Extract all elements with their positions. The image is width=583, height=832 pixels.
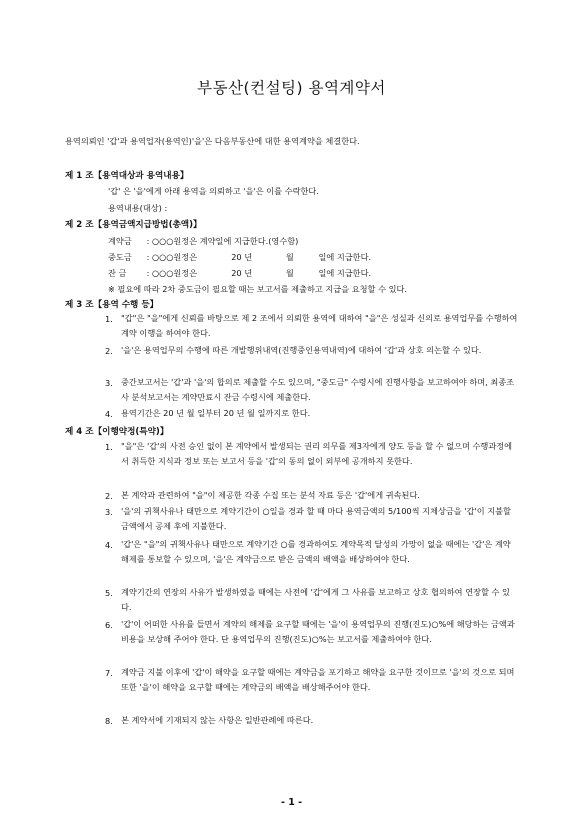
payment-row-balance — [108, 268, 371, 279]
article-4-heading: 제 4 조【이행약정(특약)】 — [65, 427, 169, 437]
list-item-text: '갑'은 "을"의 귀책사유나 태만으로 계약기간 ○를 경과하여도 계약목적 달성의 가망이 없을 때에는 '갑'은 계약 해제를 통보할 수 있으며, '을'은 계약금으로 받은 금액의 배액을 배상하여야 한다. — [121, 539, 511, 565]
list-item-number: 4. — [105, 540, 113, 550]
payment-year: 20 년 — [231, 268, 253, 278]
intro-paragraph: 용역의뢰인 '갑'과 용역업자(용역인)'을'은 다음부동산에 대한 용역계약을 체결한다. — [65, 136, 360, 146]
payment-month: 월 — [285, 268, 294, 278]
payment-label: 계약금 — [108, 236, 132, 246]
list-item-text: '을'은 용역업무의 수행에 따른 개발행위내역(진행중인용역내역)에 대하여 '갑'과 상호 의논할 수 있다. — [121, 345, 482, 355]
payment-month: 월 — [285, 252, 294, 262]
payment-year: 20 년 — [231, 252, 253, 262]
list-item-number: 5. — [105, 588, 113, 598]
list-item-number: 1. — [105, 442, 113, 452]
list-item-number: 8. — [105, 716, 113, 726]
article-1-heading: 제 1 조【용역대상과 용역내용】 — [65, 171, 189, 181]
list-item-text: 계약기간의 연장의 사유가 발생하였을 때에는 사전에 '갑'에게 그 사유를 보고하고 상호 협의하여 연장할 수 있다. — [121, 587, 510, 613]
list-item-number: 7. — [105, 668, 113, 678]
article-3-heading: 제 3 조【용역 수행 등】 — [65, 300, 159, 310]
payment-row-deposit — [108, 236, 298, 247]
payment-label: 중도금 — [108, 252, 132, 262]
list-item-number: 2. — [105, 491, 113, 501]
list-item-number: 2. — [105, 346, 113, 356]
document-title: 부동산(컨설팅) 용역계약서 — [197, 79, 386, 97]
list-item-text: 계약금 지불 이후에 '갑'이 해약을 요구할 때에는 계약금을 포기하고 해약을 요구한 것이므로 '을'의 것으로 되며 또한 '을'이 해약을 요구할 때에는 계약금의 배액을 배상해주어야 한다. — [121, 667, 515, 693]
list-item-text: '갑'이 어떠한 사유를 들면서 계약의 해제를 요구할 때에는 '을'이 용역업무의 진행(진도)○%에 해당하는 금액과 비용을 보상해 주어야 한다. 단 용역업무의 진행(진도)○%는 보고서를 제출하여야 한다. — [121, 619, 515, 645]
list-item-number: 6. — [105, 620, 113, 630]
payment-day: 일에 지급한다. — [318, 252, 372, 262]
list-item-text: "갑"은 "을"에게 신뢰를 바탕으로 제 2 조에서 의뢰한 용역에 대하여 "을"은 성실과 신의로 용역업무를 수행하여 계약 이행을 하여야 한다. — [121, 313, 518, 339]
list-item-text: '을'의 귀책사유나 태만으로 계약기간이 ○일을 경과 할 때 마다 용역금액의 5/100씩 지체상금을 '갑'이 지불할 금액에서 공제 후에 지불한다. — [121, 506, 511, 532]
list-item-number: 3. — [105, 378, 113, 388]
payment-row-interim — [108, 252, 371, 263]
payment-label: 잔 금 — [108, 268, 127, 278]
list-item-text: 용역기간은 20 년 월 일부터 20 년 월 일까지로 한다. — [121, 408, 311, 418]
payment-amount: : ○○○원정은 — [146, 268, 198, 278]
list-item-number: 1. — [105, 314, 113, 324]
payment-amount: : ○○○원정은 — [146, 252, 198, 262]
list-item-text: "을"은 '갑'의 사전 승인 없이 본 계약에서 발생되는 권리 의무를 제3자에게 양도 등을 할 수 없으며 수행과정에서 취득한 지식과 정보 또는 보고서 등을 '갑'의 동의 없이 외부에 공개하지 못한다. — [121, 441, 513, 467]
article-2-note: ※ 필요에 따라 2차 중도금이 필요할 때는 보고서를 제출하고 지급을 요청할 수 있다. — [108, 284, 407, 294]
page-number: - 1 - — [280, 797, 303, 808]
article-1-line-2: 용역내용(대상) : — [108, 203, 168, 213]
payment-day: 일에 지급한다. — [318, 268, 372, 278]
list-item-number: 3. — [105, 507, 113, 517]
list-item-number: 4. — [105, 409, 113, 419]
list-item-text: 본 계약과 관련하여 "을"이 제공한 각종 수집 또는 분석 자료 등은 '갑'에게 귀속된다. — [121, 490, 420, 500]
list-item-text: 본 계약서에 기재되지 않는 사항은 일반관례에 따른다. — [121, 715, 314, 725]
article-2-heading: 제 2 조【용역금액지급방법(총액)】 — [65, 220, 202, 230]
list-item-text: 중간보고서는 '갑'과 '을'의 합의로 제출할 수도 있으며, "중도금" 수령시에 진행사항을 보고하여야 하며, 최종조사 분석보고서는 계약만료시 잔금 수령시에 제출한다. — [121, 377, 515, 403]
payment-amount: : ○○○원정은 계약일에 지급한다.(영수함) — [146, 236, 299, 246]
article-1-line-1: '갑' 은 '을'에게 아래 용역을 의뢰하고 '을'은 이를 수락한다. — [108, 186, 319, 196]
